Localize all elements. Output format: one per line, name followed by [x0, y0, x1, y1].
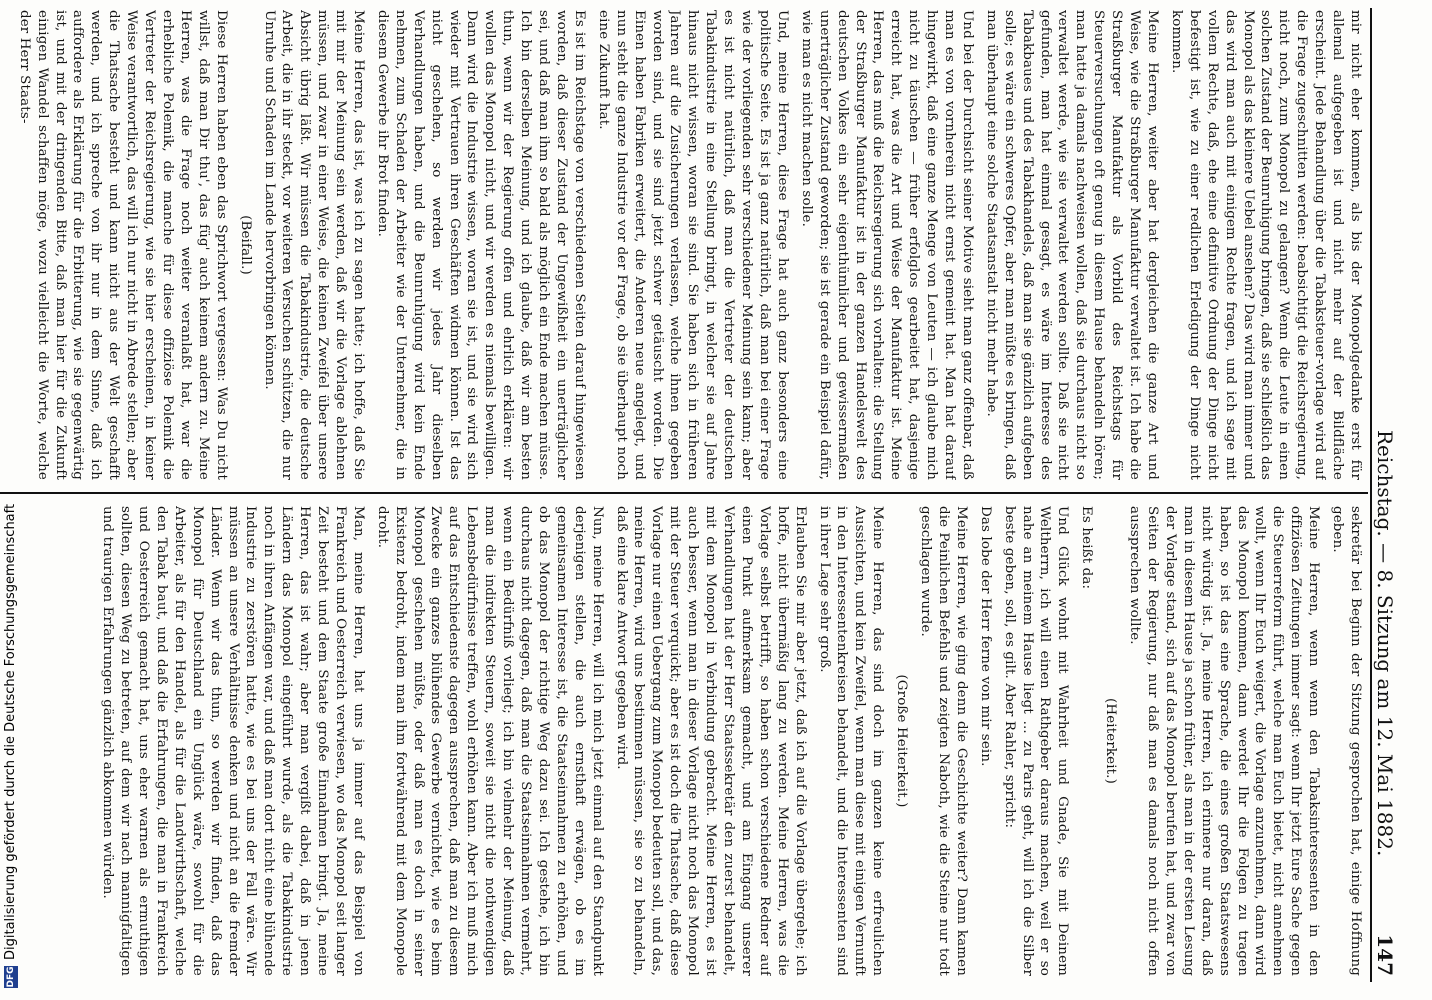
paragraph: (Heiterkeit.) [1103, 698, 1119, 784]
page-number: 147 [1373, 934, 1397, 976]
paragraph: Das lobe der Herr ferne von mir sein. [977, 506, 993, 767]
left-column [8, 10, 1364, 480]
running-title: Reichstag. — 8. Sitzung am 12. Mai 1882. [1373, 430, 1397, 857]
paragraph: (Große Heiterkeit.) [894, 674, 910, 808]
right-column [8, 506, 1364, 976]
paragraph: Und Glück wohnt mit Wahrheit und Gnade, Sie mit Deinem Weltherrn, ich will einen Rathgeber daraus machen, weil er so nahe an meinem Hause liegt ... zu Paris geht, will ich die Silber beste geben, soll, es gilt. Aber Rahler, spricht: [1001, 506, 1071, 976]
paragraph: Meine Herren, wenn wenn den Tabaksinteressenten in den offiziösen Zeitungen immer sagt: wenn Ihr jetzt Eure Sache gegen die Steuerreform führt, welche man Euch bietet, nicht annehmen wollt, wenn Ihr Euch weigert, die Vorlage anzunehmen, dann wird das Monopol kommen, dann werdet Ihr die Folgen zu tragen haben, so ist das eine Sprache, die eines großen Staatswesens nicht würdig ist. Ja, meine Herren, ich erinnere nur daran, daß man in diesem Hause ja schon früher, als man in der ersten Lesung der Vorlage stand, sich auf das Monopol berufen hat, und zwar von Seiten der Regierung, nur daß man es damals noch nicht offen aussprechen wollte. [1127, 506, 1322, 976]
paragraph: Man, meine Herren, hat uns ja immer auf das Beispiel von Frankreich und Oesterreich verwiesen, wo das Monopol seit langer Zeit besteht und dem Staate große Einnahmen bringt. Ja, meine Herren, das ist wahr; aber man vergißt dabei, daß in jenen Ländern das Monopol eingeführt wurde, als die Tabakindustrie noch in ihren Anfängen war, und daß man dort nicht eine blühende Industrie zu zerstören hatte, wie es bei uns der Fall wäre. Wir müssen an unsere Verhältnisse denken und nicht an die fremder Länder. Wenn wir das thun, so werden wir finden, daß das Monopol für Deutschland ein Unglück wäre, sowohl für die Arbeiter, als für den Handel, als für die Landwirthschaft, welche den Tabak baut, und daß die Erfahrungen, die man in Frankreich und Oesterreich gemacht hat, uns eher warnen als ermuthigen sollten, diesen Weg zu betreten, auf dem wir nach mannigfaltigen und traurigen Erfahrungen gänzlich abkommen würden. [100, 506, 366, 976]
paragraph: sekretär bei Beginn der Sitzung gesprochen hat, einige Hoffnung geben. [1330, 506, 1363, 976]
page-header [1370, 0, 1418, 990]
paragraph: Erlauben Sie mir aber jetzt, daß ich auf die Vorlage übergehe; ich hoffe, nicht übermäßig lang zu werden. Meine Herren, was die Vorlage selbst betrifft, so haben schon verschiedene Redner auf einen Punkt aufmerksam gemacht, und am Eingang unserer Verhandlungen hat der Herr Staatssekretär den zuerst behandelt, mit dem Monopol in Verbindung gebracht. Meine Herren, es ist auch besser, wenn man in dieser Vorlage nicht noch das Monopol mit der Steuer verquickt; aber es ist doch die Thatsache, daß diese Vorlage nur einen Uebergang zum Monopol bedeuten soll, und das, meine Herren, wird uns bestimmen müssen, sie so zu behandeln, daß eine klare Antwort gegeben wird. [613, 506, 808, 976]
paragraph: mir nicht eher kommen, als bis der Monopolgedanke erst für allemal aufgegeben ist und nicht mehr auf der Bildfläche erscheint. Jede Behandlung über die Tabaksteuer-vorlage wird auf die Frage zugeschnitten werden: beabsichtigt die Reichsregierung, nicht noch, zum Monopol zu gelangen? Wenn die Leute in einen solchen Zustand der Beunruhigung bringen, daß sie schließlich das Monopol als das kleinere Uebel ansehen? Das wird man immer und das wird man auch mit einigem Rechte fragen, und ich sage mit vollem Rechte, daß, ehe eine definitive Ordnung der Dinge nicht befestigt ist, wie zu einer redlichen Erledigung der Dinge nicht kommen. [1168, 10, 1363, 480]
credit-text: Digitalisierung gefördert durch die Deutsche Forschungsgemeinschaft [3, 503, 18, 960]
paragraph: Und bei der Durchsicht seiner Motive sieht man ganz offenbar, daß man es von vornherein nicht ernst gemeint hat. Man hat darauf hingewirkt, daß eine ganze Menge von Leuten — ich glaube mich nicht zu täuschen — früher erfolglos gearbeitet hat, dasjenige erreicht hat, was die Art und Weise der Manufaktur ist. Meine Herren, das muß die Reichsregierung sich vorhalten: die Stellung der Straßburger Manufaktur ist in der ganzen Handelswelt des deutschen Volkes ein sehr eigenthümlicher und gewissermaßen unerträglicher Zustand geworden; sie ist gerade ein Beispiel dafür, wie man es nicht machen solle. [798, 10, 975, 480]
paragraph: Meine Herren, wie ging denn die Geschichte weiter? Dann kamen die Peinlichen Befehls und zeigten Naboth, wie die Steine nur todt geschlagen wurde. [918, 506, 969, 976]
paragraph: (Beifall.) [237, 215, 253, 275]
paragraph: Es heißt da: [1079, 506, 1095, 590]
digitization-credit [0, 0, 24, 1000]
paragraph: Und, meine Herren, diese Frage hat auch ganz besonders eine politische Seite. Es ist ja ganz natürlich, daß man bei einer Frage wie der vorliegenden sehr verschiedener Meinung sein kann; aber es ist nicht natürlich, daß man die Vertreter der deutschen Tabakindustrie in eine Stellung bringt, in welcher sie auf Jahre hinaus nicht wissen, woran sie sind. Sie haben sich in früheren Jahren auf die Zusicherungen verlassen, welche ihnen gegeben worden sind, und sie sind jetzt schwer getäuscht worden. Die Einen haben Fabriken erweitert, die Anderen neue angelegt, und nun steht die ganze Industrie vor der Frage, ob sie überhaupt noch eine Zukunft hat. [595, 10, 790, 480]
paragraph: Meine Herren, weiter aber hat dergleichen die ganze Art und Weise, wie die Straßburger Manufaktur verwaltet ist. Ich habe die Straßburger Manufaktur als Vorbild des Reichstags für Steuerversuchungen oft genug in diesem Hause behandeln hören; man hatte ja damals nachweisen wollen, daß sie durchaus nicht so verwaltet werde, wie sie verwaltet werden sollte. Daß sie nicht gefunden, man hat einmal gesagt, es wäre im Interesse des Tabakbaues und des Tabakhandels, daß man sie gänzlich aufgeben solle; es wäre ein schweres Opfer, aber man müßte es bringen, daß man überhaupt eine solche Staatsanstalt nicht mehr habe. [983, 10, 1161, 480]
dfg-logo-icon: DFG [5, 966, 16, 988]
paragraph: Meine Herren, das ist, was ich zu sagen hatte; ich hoffe, daß Sie mit mir der Meinung sein werden, daß wir die Vorlage ablehnen müssen, und zwar in einer Weise, die keinen Zweifel über unsere Absicht übrig läßt. Wir müssen die Tabakindustrie, die deutsche Arbeit, die in ihr steckt, vor weiteren Versuchen schützen, die nur Unruhe und Schaden im Lande hervorbringen können. [261, 10, 367, 480]
paragraph: Nun, meine Herren, will ich mich jetzt einmal auf den Standpunkt derjenigen stellen, die auch ernsthaft erwägen, ob es im gemeinsamen Interesse ist, die Staatseinnahmen zu erhöhen, und ob das Monopol der richtige Weg dazu sei. Ich gestehe, ich bin durchaus nicht dagegen, daß man die Staatseinnahmen vermehrt, wenn ein Bedürfniß vorliegt; ich bin vielmehr der Meinung, daß man die indirekten Steuern, soweit sie nicht die nothwendigen Lebensbedürfnisse treffen, wohl erhöhen kann. Aber ich muß mich auf das Entschiedenste dagegen aussprechen, daß man zu diesem Zwecke ein ganzes blühendes Gewerbe vernichtet, wie es beim Monopol geschehen müßte, oder daß man es doch in seiner Existenz bedroht, indem man ihm fortwährend mit dem Monopole droht. [374, 506, 605, 976]
paragraph: Diese Herren haben eben das Sprichwort vergessen: Was Du nicht willst, daß man Dir thu', das füg' auch keinem andern zu. Meine Herren, was die Frage noch weiter veranlaßt hat, war die erhebliche Polemik, die manche für diese offiziöse Polemik die Vertreter der Reichsregierung, wie sie hier erscheinen, in keiner Weise verantwortlich, das will ich nur nicht in Abrede stellen; aber die Thatsache besteht und kann nicht aus der Welt geschafft werden, und ich spreche von ihr nur in dem Sinne, daß ich auffordere als Erklärung für die Erbitterung, wie sie gegenwärtig ist, und mit der dringenden Bitte, daß man hier für die Zukunft einigen Wandel schaffen möge, wozu vielleicht die Worte, welche der Herr Staats- [16, 10, 229, 480]
header-rule [1370, 8, 1372, 982]
paragraph: Es ist im Reichstage von verschiedenen Seiten darauf hingewiesen worden, daß dieser Zustand der Ungewißheit ein unerträglicher sei, und daß man ihm so bald als möglich ein Ende machen müsse. Ich bin derselben Meinung, und ich glaube, daß wir am besten thun, wenn wir der Regierung offen und ehrlich erklären: wir wollen das Monopol nicht, und wir werden es niemals bewilligen. Dann wird die Industrie wissen, woran sie ist, und sie wird sich wieder mit Vertrauen ihren Geschäften widmen können. Ist das nicht geschehen, so werden wir jedes Jahr dieselben Verhandlungen haben, und die Beunruhigung wird kein Ende nehmen, zum Schaden der Arbeiter wie der Unternehmer, die in diesem Gewerbe ihr Brot finden. [374, 10, 587, 480]
column-divider [0, 492, 1368, 494]
paragraph: Meine Herren, das sind doch im ganzen keine erfreulichen Aussichten, und kein Zweifel, wenn man diese mit einigen Vernunft in den Interessentenkreisen behandelt, und die Interessenten sind in ihrer Lage sehr groß. [816, 506, 886, 976]
